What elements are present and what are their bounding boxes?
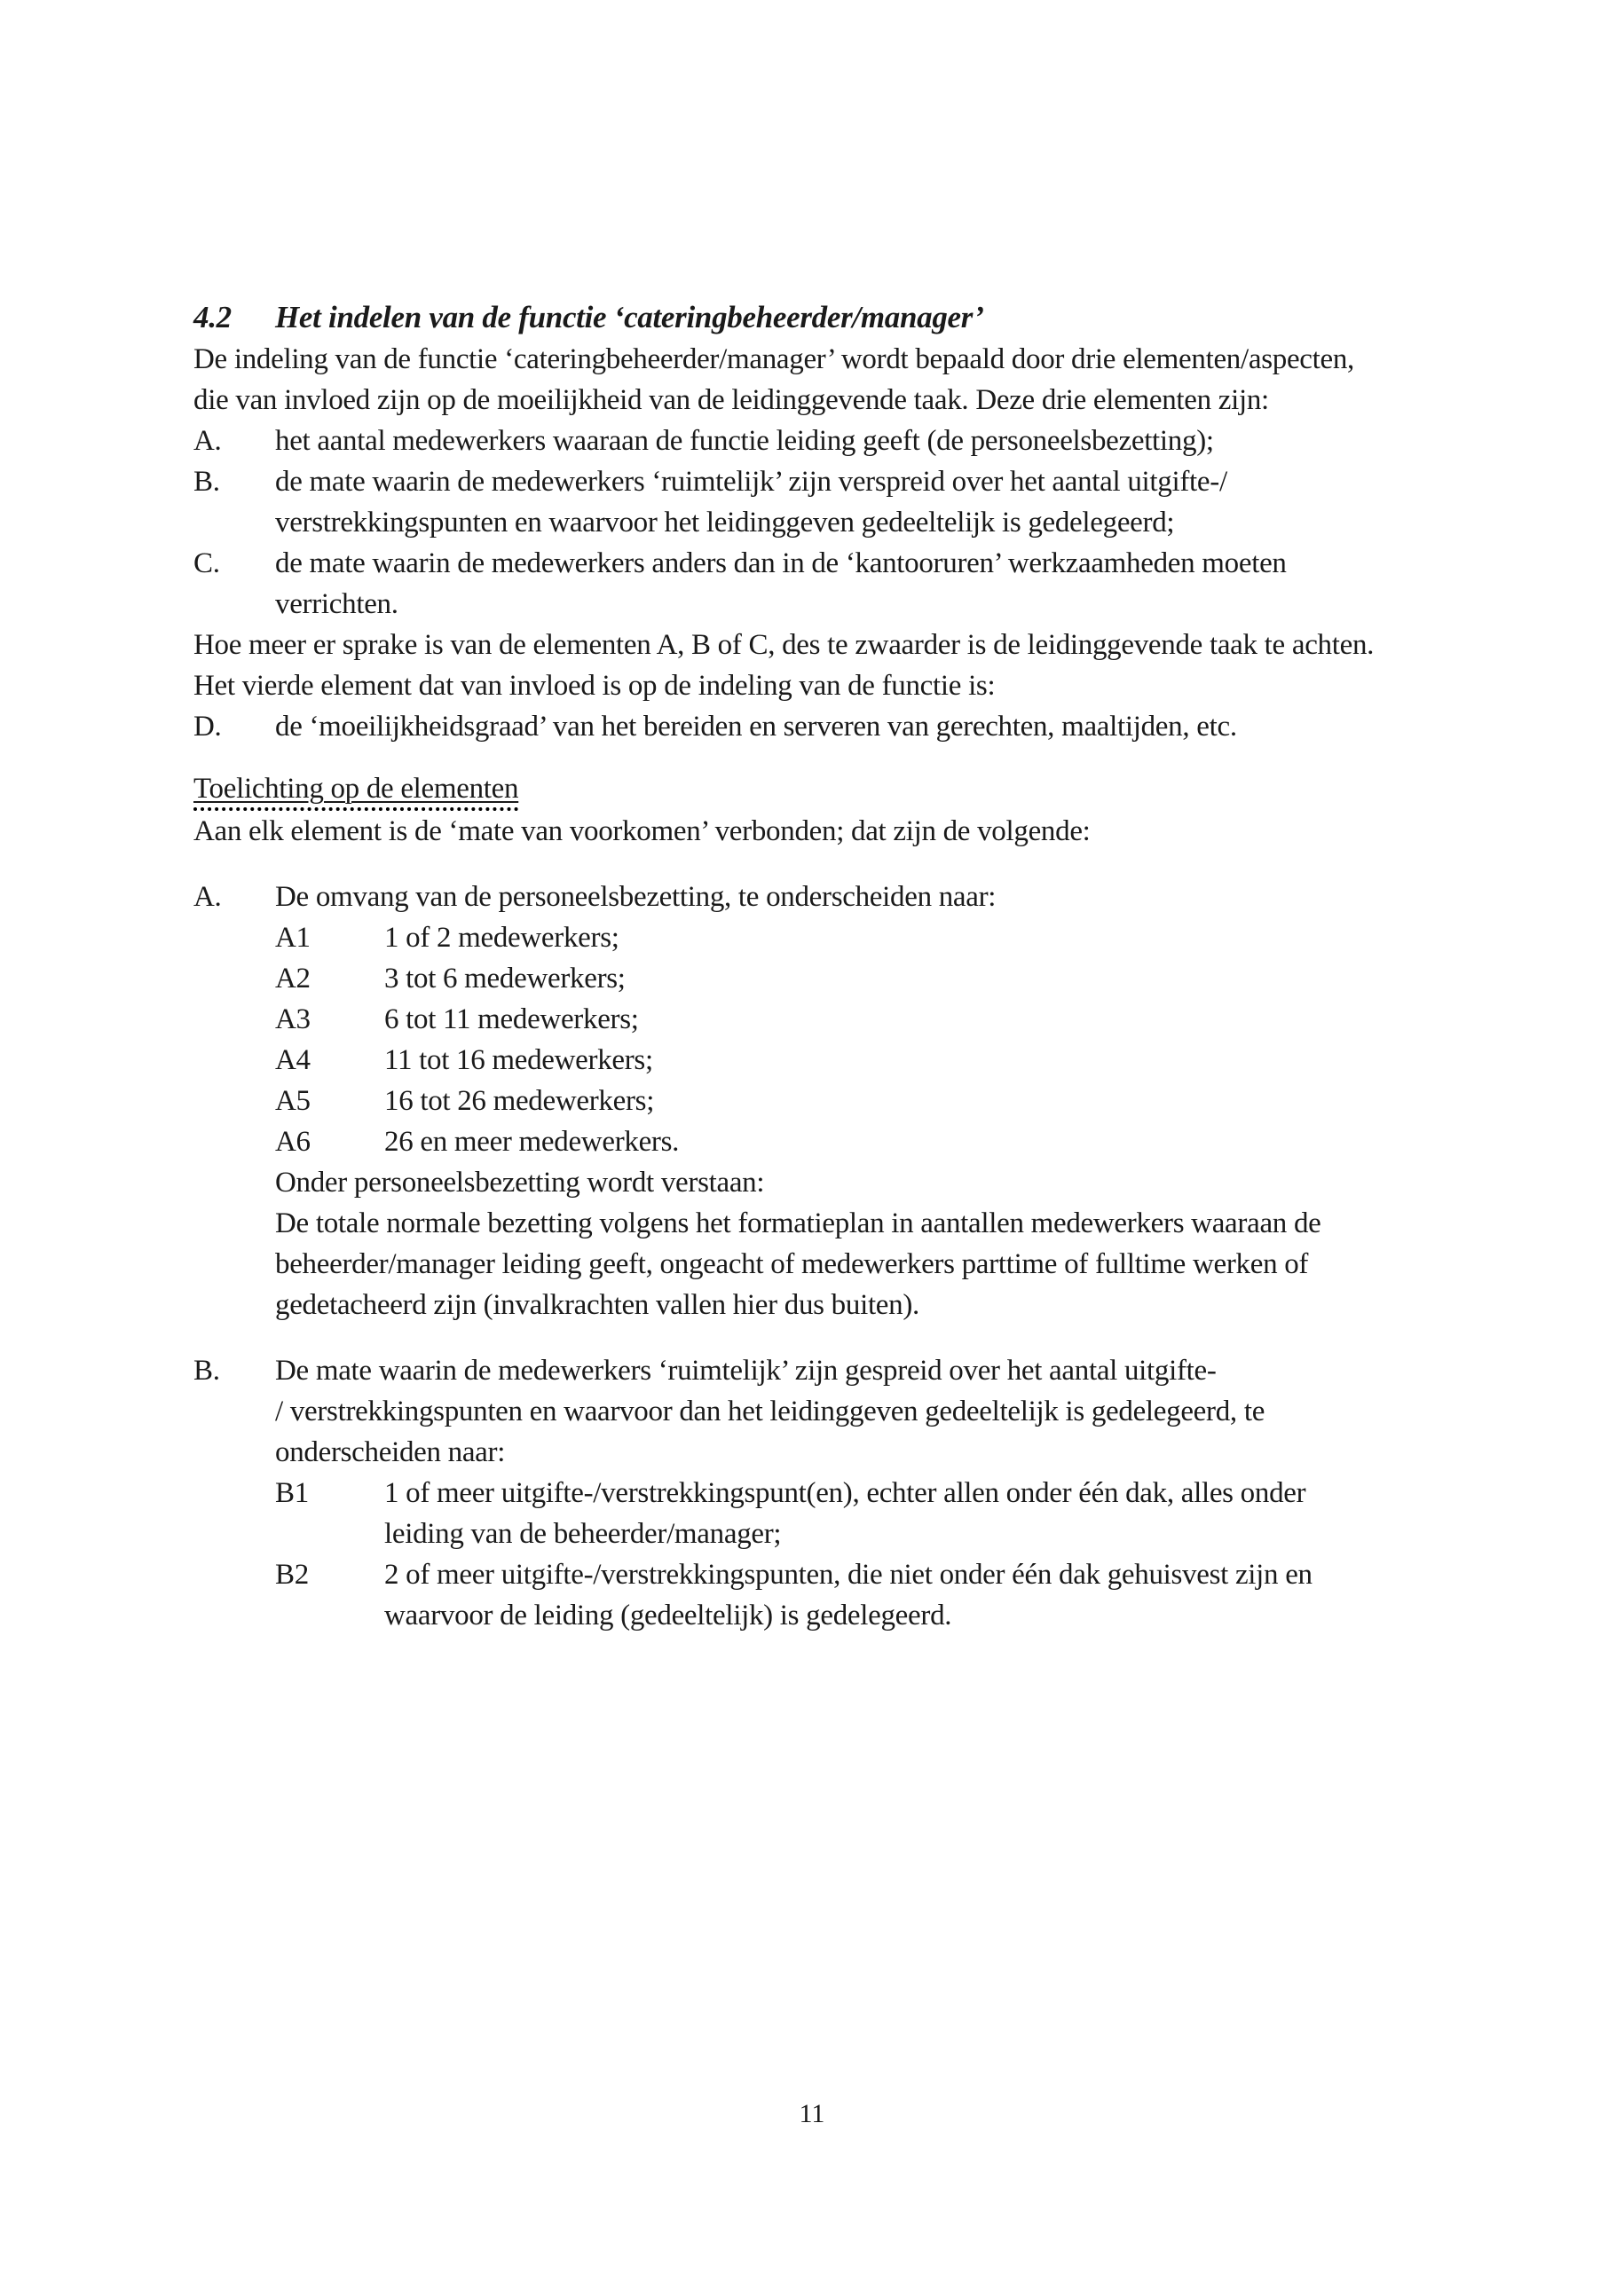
toelichting-intro: Aan elk element is de ‘mate van voorkomen’ verbonden; dat zijn de volgende: (193, 815, 1091, 847)
list-item (275, 1121, 1436, 1162)
element-text (275, 461, 1436, 543)
toelichting-heading: Toelichting op de elementen (193, 771, 518, 811)
element-item-c (193, 543, 1436, 625)
item-code: B1 (275, 1477, 309, 1509)
intro-line: die van invloed zijn op de moeilijkheid van de leidinggevende taak. Deze drie elementen zijn: (193, 384, 1269, 416)
element-label: A. (193, 425, 222, 457)
item-code: A2 (275, 963, 311, 995)
item-text: 26 en meer medewerkers. (384, 1126, 680, 1158)
element-text (275, 543, 1436, 625)
element-line: de mate waarin de medewerkers ‘ruimtelijk’ zijn verspreid over het aantal uitgifte-/ (275, 466, 1227, 498)
list-item (275, 999, 1436, 1040)
conclusion-line: Hoe meer er sprake is van de elementen A, B of C, des te zwaarder is de leidinggevende taak te achten. (193, 629, 1375, 661)
item-code: A3 (275, 1003, 311, 1035)
item-line: 2 of meer uitgifte-/verstrekkingspunten, die niet onder één dak gehuisvest zijn en (384, 1559, 1313, 1591)
element-item-d (193, 706, 1436, 747)
section-heading (193, 296, 1436, 339)
element-item-b (193, 461, 1436, 543)
page-content (193, 296, 1436, 1636)
section-a-note-line: gedetacheerd zijn (invalkrachten vallen hier dus buiten). (275, 1289, 919, 1321)
item-code: A5 (275, 1085, 311, 1117)
list-item (275, 1473, 1436, 1554)
list-item (275, 1081, 1436, 1121)
section-b-title-line: De mate waarin de medewerkers ‘ruimtelijk’ zijn gespreid over het aantal uitgifte- (275, 1355, 1217, 1387)
element-line: de mate waarin de medewerkers anders dan in de ‘kantooruren’ werkzaamheden moeten (275, 547, 1287, 579)
toelichting-section (193, 768, 1436, 852)
list-item (275, 917, 1436, 958)
element-line: verrichten. (275, 588, 398, 620)
element-label: C. (193, 547, 220, 579)
item-code: B2 (275, 1559, 309, 1591)
item-line: waarvoor de leiding (gedeeltelijk) is gedelegeerd. (384, 1600, 952, 1632)
section-heading-title: Het indelen van de functie ‘cateringbeheerder/manager’ (275, 300, 984, 334)
section-a (193, 877, 1436, 1325)
section-a-title: De omvang van de personeelsbezetting, te onderscheiden naar: (275, 881, 997, 913)
intro-paragraph (193, 339, 1436, 421)
item-text: 3 tot 6 medewerkers; (384, 963, 626, 995)
intro-line: De indeling van de functie ‘cateringbeheerder/manager’ wordt bepaald door drie elementen/aspecten, (193, 343, 1355, 375)
element-text (275, 421, 1436, 461)
element-text (275, 706, 1436, 747)
item-text: 1 of 2 medewerkers; (384, 922, 619, 954)
item-code: A6 (275, 1126, 311, 1158)
element-line: het aantal medewerkers waaraan de functie leiding geeft (de personeelsbezetting); (275, 425, 1214, 457)
item-text: 16 tot 26 medewerkers; (384, 1085, 655, 1117)
section-a-note-line: Onder personeelsbezetting wordt verstaan: (275, 1167, 765, 1199)
section-b-label: B. (193, 1355, 220, 1387)
section-b-title-line: / verstrekkingspunten en waarvoor dan het leidinggeven gedeeltelijk is gedelegeerd, te (275, 1396, 1265, 1427)
list-item (275, 958, 1436, 999)
item-line: leiding van de beheerder/manager; (384, 1518, 782, 1550)
section-a-note-line: De totale normale bezetting volgens het formatieplan in aantallen medewerkers waaraan de (275, 1207, 1321, 1239)
item-code: A4 (275, 1044, 311, 1076)
section-heading-number: 4.2 (193, 300, 232, 334)
element-line: de ‘moeilijkheidsgraad’ van het bereiden en serveren van gerechten, maaltijden, etc. (275, 711, 1237, 743)
element-item-a (193, 421, 1436, 461)
item-line: 1 of meer uitgifte-/verstrekkingspunt(en), echter allen onder één dak, alles onder (384, 1477, 1306, 1509)
element-label: D. (193, 711, 222, 743)
list-item (275, 1040, 1436, 1081)
conclusion-paragraph (193, 625, 1436, 706)
element-label: B. (193, 466, 220, 498)
list-item (275, 1554, 1436, 1636)
section-b-title-line: onderscheiden naar: (275, 1436, 506, 1468)
item-text: 6 tot 11 medewerkers; (384, 1003, 639, 1035)
section-a-note-line: beheerder/manager leiding geeft, ongeacht of medewerkers parttime of fulltime werken of (275, 1248, 1309, 1280)
section-a-label: A. (193, 881, 222, 913)
item-text: 11 tot 16 medewerkers; (384, 1044, 653, 1076)
conclusion-line: Het vierde element dat van invloed is op de indeling van de functie is: (193, 670, 996, 702)
section-b (193, 1350, 1436, 1636)
item-code: A1 (275, 922, 311, 954)
page-number: 11 (799, 2099, 825, 2128)
element-line: verstrekkingspunten en waarvoor het leidinggeven gedeeltelijk is gedelegeerd; (275, 507, 1175, 539)
